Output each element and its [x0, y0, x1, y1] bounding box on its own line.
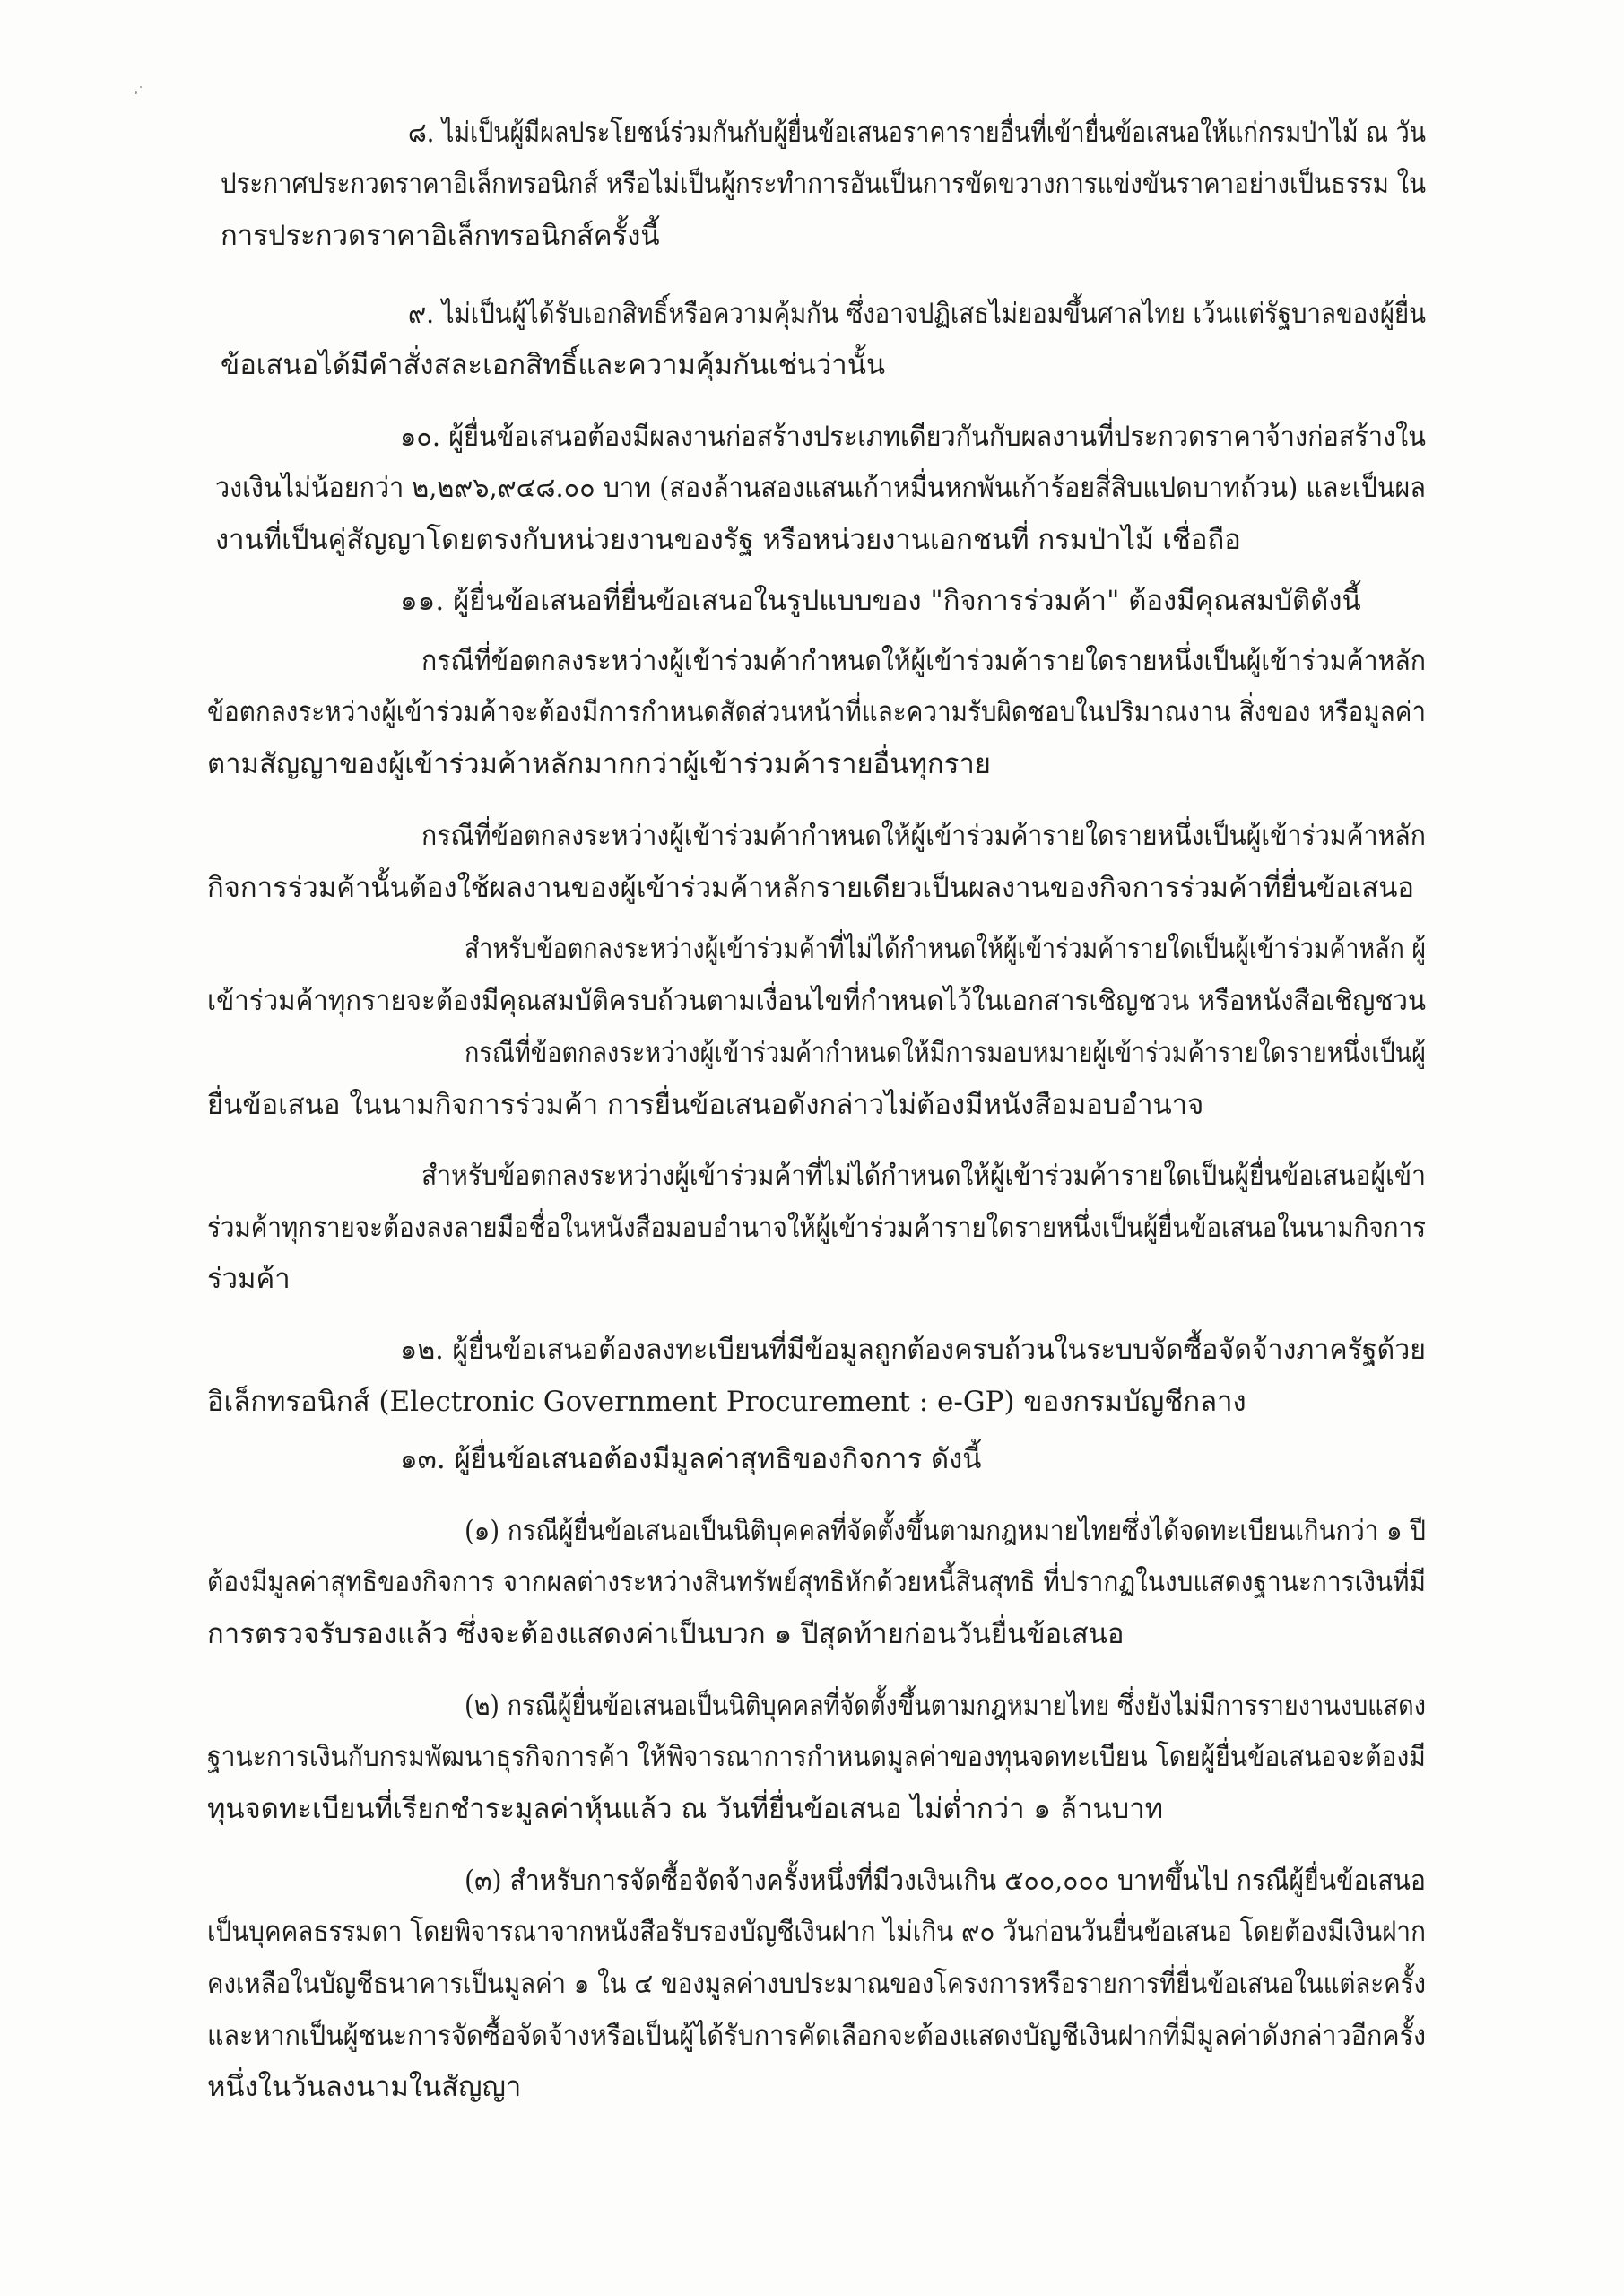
text-line: ร่วมค้าทุกรายจะต้องลงลายมือชื่อในหนังสือมอบอำนาจให้ผู้เข้าร่วมค้ารายใดรายหนึ่งเป็นผู้ยื่นข้อเสนอในนามกิจการ	[207, 1212, 1427, 1244]
text-line: ข้อเสนอได้มีคำสั่งสละเอกสิทธิ์และความคุ้มกันเช่นว่านั้น	[221, 349, 886, 381]
text-line: สำหรับข้อตกลงระหว่างผู้เข้าร่วมค้าที่ไม่ได้กำหนดให้ผู้เข้าร่วมค้ารายใดเป็นผู้ยื่นข้อเสนอผู้เข้า	[421, 1160, 1426, 1192]
text-line: กรณีที่ข้อตกลงระหว่างผู้เข้าร่วมค้ากำหนดให้ผู้เข้าร่วมค้ารายใดรายหนึ่งเป็นผู้เข้าร่วมค้าหลัก	[421, 820, 1426, 852]
text-line: หนึ่งในวันลงนามในสัญญา	[207, 2071, 522, 2103]
scan-speck	[140, 86, 142, 88]
text-line: ๑๐. ผู้ยื่นข้อเสนอต้องมีผลงานก่อสร้างประเภทเดียวกันกับผลงานที่ประกวดราคาจ้างก่อสร้างใน	[400, 421, 1426, 453]
text-line: การประกวดราคาอิเล็กทรอนิกส์ครั้งนี้	[221, 220, 660, 252]
text-line: (๑) กรณีผู้ยื่นข้อเสนอเป็นนิติบุคคลที่จัดตั้งขึ้นตามกฎหมายไทยซึ่งได้จดทะเบียนเกินกว่า ๑ ปี	[465, 1515, 1426, 1547]
text-line: ๑๒. ผู้ยื่นข้อเสนอต้องลงทะเบียนที่มีข้อมูลถูกต้องครบถ้วนในระบบจัดซื้อจัดจ้างภาครัฐด้วย	[400, 1334, 1427, 1366]
scan-speck	[135, 91, 137, 94]
text-line: ตามสัญญาของผู้เข้าร่วมค้าหลักมากกว่าผู้เข้าร่วมค้ารายอื่นทุกราย	[207, 748, 991, 780]
text-line: การตรวจรับรองแล้ว ซึ่งจะต้องแสดงค่าเป็นบวก ๑ ปีสุดท้ายก่อนวันยื่นข้อเสนอ	[207, 1618, 1125, 1650]
text-line: เข้าร่วมค้าทุกรายจะต้องมีคุณสมบัติครบถ้วนตามเงื่อนไขที่กำหนดไว้ในเอกสารเชิญชวน หรือหนังสือเชิญชวน	[207, 985, 1427, 1017]
text-line: (๓) สำหรับการจัดซื้อจัดจ้างครั้งหนึ่งที่มีวงเงินเกิน ๕๐๐,๐๐๐ บาทขึ้นไป กรณีผู้ยื่นข้อเสนอ	[465, 1865, 1426, 1897]
text-line: กรณีที่ข้อตกลงระหว่างผู้เข้าร่วมค้ากำหนดให้มีการมอบหมายผู้เข้าร่วมค้ารายใดรายหนึ่งเป็นผู้	[465, 1037, 1426, 1069]
text-line: อิเล็กทรอนิกส์ (Electronic Government Procurement : e-GP) ของกรมบัญชีกลาง	[207, 1386, 1246, 1418]
text-line: ๙. ไม่เป็นผู้ได้รับเอกสิทธิ์หรือความคุ้มกัน ซึ่งอาจปฏิเสธไม่ยอมขึ้นศาลไทย เว้นแต่รัฐบาลของผู้ยื่น	[408, 298, 1427, 330]
text-line: ต้องมีมูลค่าสุทธิของกิจการ จากผลต่างระหว่างสินทรัพย์สุทธิหักด้วยหนี้สินสุทธิ ที่ปรากฏในงบแสดงฐานะการเงินที่มี	[207, 1566, 1427, 1598]
text-line: เป็นบุคคลธรรมดา โดยพิจารณาจากหนังสือรับรองบัญชีเงินฝาก ไม่เกิน ๙๐ วันก่อนวันยื่นข้อเสนอ โดยต้องมีเงินฝาก	[207, 1916, 1426, 1948]
text-line: สำหรับข้อตกลงระหว่างผู้เข้าร่วมค้าที่ไม่ได้กำหนดให้ผู้เข้าร่วมค้ารายใดเป็นผู้เข้าร่วมค้าหลัก ผู้	[465, 933, 1427, 965]
text-line: กิจการร่วมค้านั้นต้องใช้ผลงานของผู้เข้าร่วมค้าหลักรายเดียวเป็นผลงานของกิจการร่วมค้าที่ยื่นข้อเสนอ	[207, 872, 1415, 904]
text-line: ประกาศประกวดราคาอิเล็กทรอนิกส์ หรือไม่เป็นผู้กระทำการอันเป็นการขัดขวางการแข่งขันราคาอย่างเป็นธรรม ใน	[221, 168, 1427, 200]
text-line: ข้อตกลงระหว่างผู้เข้าร่วมค้าจะต้องมีการกำหนดสัดส่วนหน้าที่และความรับผิดชอบในปริมาณงาน สิ่งของ หรือมูลค่า	[207, 696, 1427, 728]
text-line: งานที่เป็นคู่สัญญาโดยตรงกับหน่วยงานของรัฐ หรือหน่วยงานเอกชนที่ กรมป่าไม้ เชื่อถือ	[215, 524, 1241, 556]
text-line: ๘. ไม่เป็นผู้มีผลประโยชน์ร่วมกันกับผู้ยื่นข้อเสนอราคารายอื่นที่เข้ายื่นข้อเสนอให้แก่กรมป่าไม้ ณ วัน	[408, 117, 1427, 149]
text-line: ร่วมค้า	[207, 1263, 291, 1295]
text-line: ๑๑. ผู้ยื่นข้อเสนอที่ยื่นข้อเสนอในรูปแบบของ "กิจการร่วมค้า" ต้องมีคุณสมบัติดังนี้	[400, 585, 1361, 617]
text-line: ยื่นข้อเสนอ ในนามกิจการร่วมค้า การยื่นข้อเสนอดังกล่าวไม่ต้องมีหนังสือมอบอำนาจ	[207, 1089, 1204, 1121]
text-line: กรณีที่ข้อตกลงระหว่างผู้เข้าร่วมค้ากำหนดให้ผู้เข้าร่วมค้ารายใดรายหนึ่งเป็นผู้เข้าร่วมค้าหลัก	[421, 645, 1426, 677]
text-line: ฐานะการเงินกับกรมพัฒนาธุรกิจการค้า ให้พิจารณาการกำหนดมูลค่าของทุนจดทะเบียน โดยผู้ยื่นข้อเสนอจะต้องมี	[207, 1741, 1426, 1773]
text-line: ทุนจดทะเบียนที่เรียกชำระมูลค่าหุ้นแล้ว ณ วันที่ยื่นข้อเสนอ ไม่ต่ำกว่า ๑ ล้านบาท	[207, 1793, 1164, 1825]
text-line: วงเงินไม่น้อยกว่า ๒,๒๙๖,๙๔๘.๐๐ บาท (สองล้านสองแสนเก้าหมื่นหกพันเก้าร้อยสี่สิบแปดบาทถ้วน) และเป็นผล	[215, 472, 1426, 504]
text-line: และหากเป็นผู้ชนะการจัดซื้อจัดจ้างหรือเป็นผู้ได้รับการคัดเลือกจะต้องแสดงบัญชีเงินฝากที่มีมูลค่าดังกล่าวอีกครั้ง	[207, 2020, 1427, 2052]
text-line: (๒) กรณีผู้ยื่นข้อเสนอเป็นนิติบุคคลที่จัดตั้งขึ้นตามกฎหมายไทย ซึ่งยังไม่มีการรายงานงบแสดง	[465, 1690, 1426, 1722]
text-line: คงเหลือในบัญชีธนาคารเป็นมูลค่า ๑ ใน ๔ ของมูลค่างบประมาณของโครงการหรือรายการที่ยื่นข้อเสนอในแต่ละครั้ง	[207, 1968, 1426, 2000]
text-line: ๑๓. ผู้ยื่นข้อเสนอต้องมีมูลค่าสุทธิของกิจการ ดังนี้	[400, 1443, 982, 1475]
